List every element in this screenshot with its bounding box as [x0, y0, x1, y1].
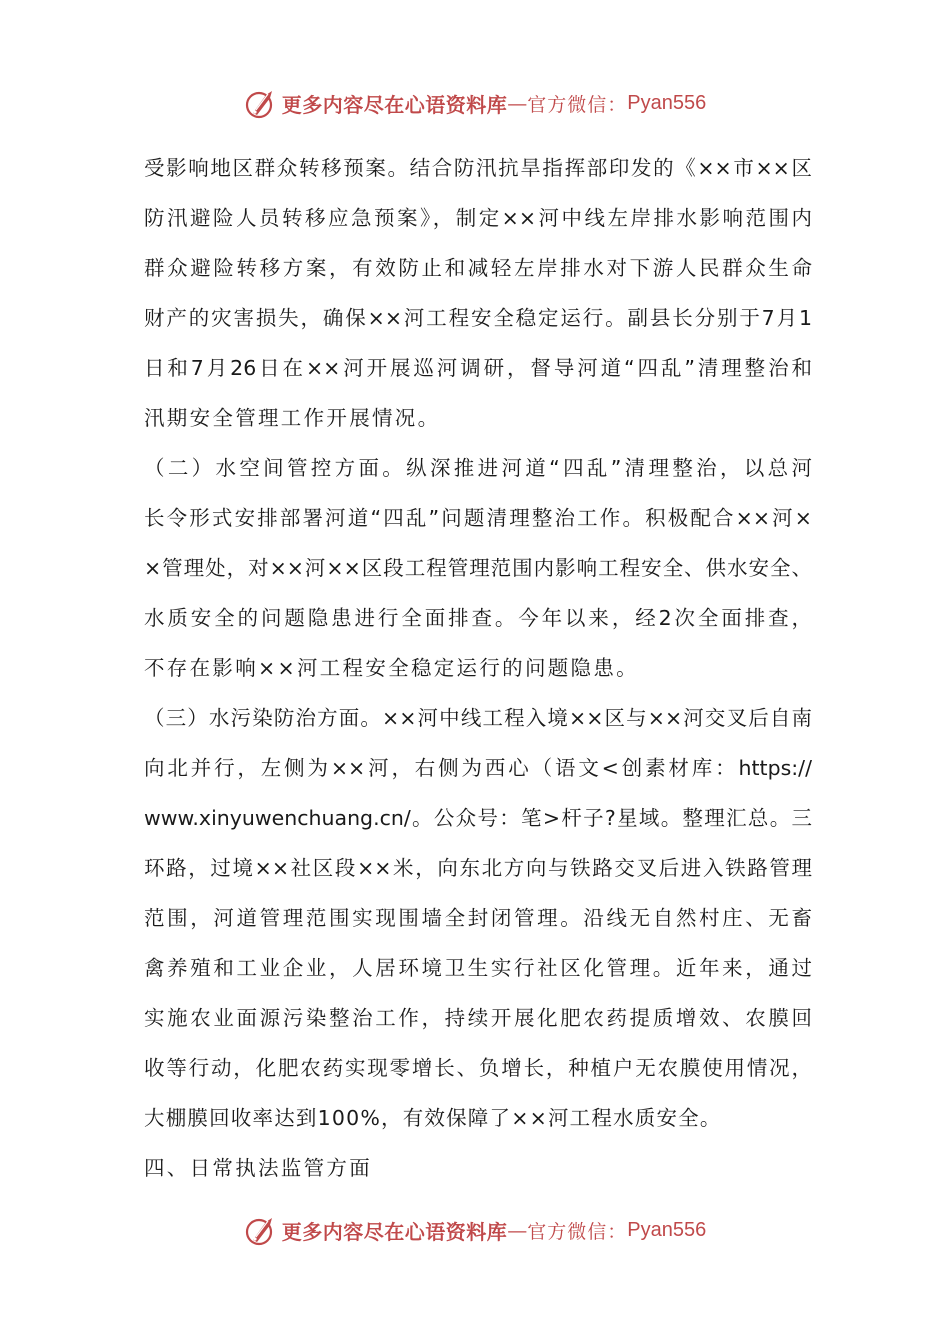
banner-separator: —: [507, 1218, 528, 1242]
text-line: 环路，过境××社区段××米，向东北方向与铁路交叉后进入铁路管理: [144, 856, 812, 880]
paragraph-heading-line: （二）水空间管控方面。纵深推进河道“四乱”清理整治，以总河: [144, 456, 812, 480]
text-line: 日和7月26日在××河开展巡河调研，督导河道“四乱”清理整治和: [144, 356, 812, 380]
banner-wechat-id: Pyan556: [627, 91, 707, 114]
banner-separator: —: [507, 91, 528, 115]
text-line: 水质安全的问题隐患进行全面排查。今年以来，经2次全面排查，: [144, 606, 812, 630]
document-body: [144, 143, 812, 1193]
text-line: 长令形式安排部署河道“四乱”问题清理整治工作。积极配合××河×: [144, 506, 812, 530]
banner-brand: 更多内容尽在心语资料库: [281, 1219, 508, 1244]
paragraph-heading-line: （三）水污染防治方面。××河中线工程入境××区与××河交叉后自南: [144, 706, 812, 730]
footer-banner: [0, 1210, 950, 1250]
banner-brand: 更多内容尽在心语资料库: [281, 92, 508, 117]
pen-nib-logo-icon: [244, 86, 278, 120]
text-line: 受影响地区群众转移预案。结合防汛抗旱指挥部印发的《××市××区: [144, 156, 812, 180]
text-line: 禽养殖和工业企业，人居环境卫生实行社区化管理。近年来，通过: [144, 956, 812, 980]
header-banner: [0, 83, 950, 123]
text-line: www.xinyuwenchuang.cn/。公众号：笔>杆子?星域。整理汇总。三: [144, 806, 812, 830]
text-line: 范围，河道管理范围实现围墙全封闭管理。沿线无自然村庄、无畜: [144, 906, 812, 930]
text-line: 大棚膜回收率达到100%，有效保障了××河工程水质安全。: [144, 1106, 722, 1130]
text-line: 收等行动，化肥农药实现零增长、负增长，种植户无农膜使用情况，: [144, 1056, 812, 1080]
text-line: 汛期安全管理工作开展情况。: [144, 406, 441, 430]
text-line: 实施农业面源污染整治工作，持续开展化肥农药提质增效、农膜回: [144, 1006, 812, 1030]
text-line: 群众避险转移方案，有效防止和减轻左岸排水对下游人民群众生命: [144, 256, 812, 280]
banner-wechat-id: Pyan556: [627, 1218, 707, 1241]
section-heading: 四、日常执法监管方面: [144, 1156, 372, 1180]
text-line: ×管理处，对××河××区段工程管理范围内影响工程安全、供水安全、: [144, 556, 812, 580]
text-line: 不存在影响××河工程安全稳定运行的问题隐患。: [144, 656, 639, 680]
banner-contact-label: 官方微信：: [527, 93, 628, 116]
banner-contact-label: 官方微信：: [527, 1220, 628, 1243]
text-line: 财产的灾害损失，确保××河工程安全稳定运行。副县长分别于7月1: [144, 306, 812, 330]
text-line: 防汛避险人员转移应急预案》，制定××河中线左岸排水影响范围内: [144, 206, 812, 230]
pen-nib-logo-icon: [244, 1213, 278, 1247]
text-line: 向北并行，左侧为××河，右侧为西心（语文<创素材库：https://: [144, 756, 812, 780]
